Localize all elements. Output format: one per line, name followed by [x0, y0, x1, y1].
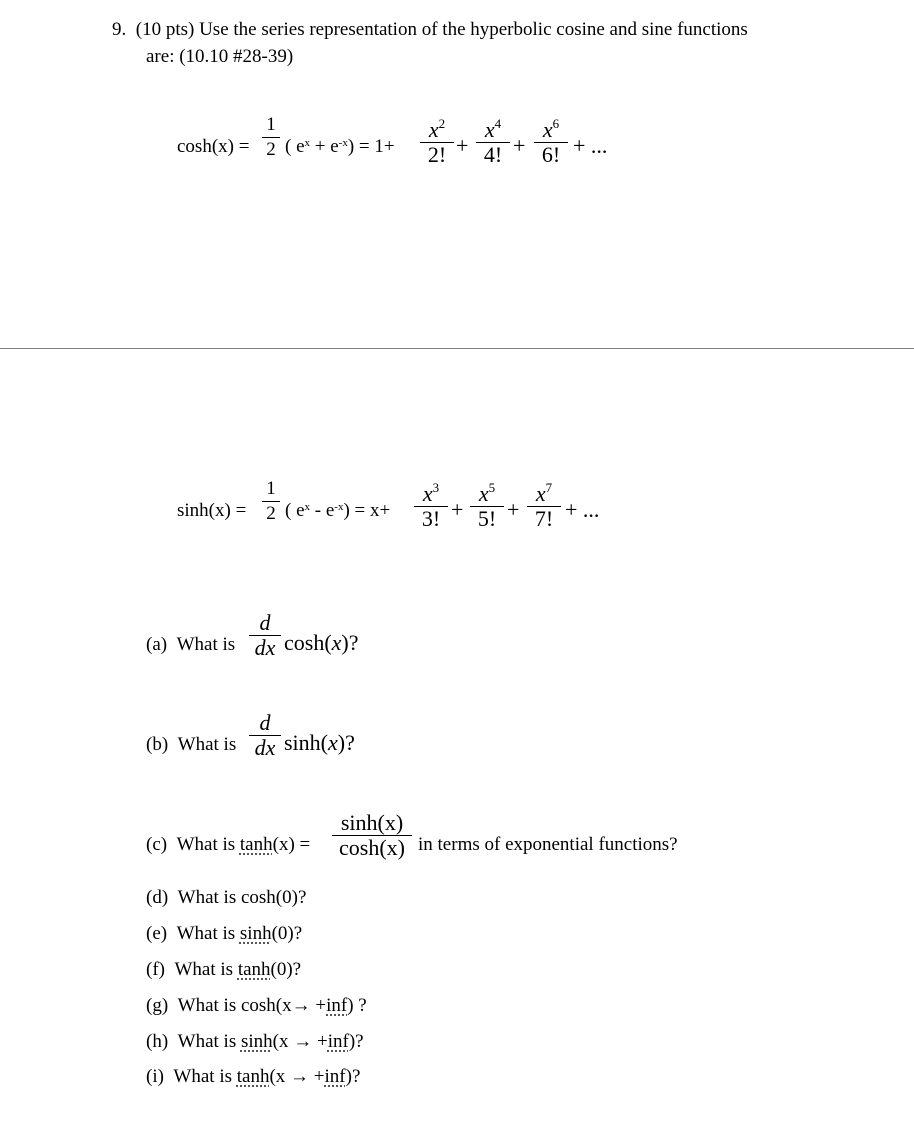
- function-name: sinh(: [284, 730, 328, 755]
- term-denominator: 5!: [477, 506, 497, 531]
- term-denominator: 2!: [427, 142, 447, 167]
- derivative-numerator: d: [259, 710, 271, 735]
- question-b-function: [284, 730, 355, 756]
- term-base: x: [542, 117, 553, 142]
- sinh-term-2: [470, 477, 504, 530]
- cosh-term-2: [476, 113, 510, 166]
- function-end: )?: [337, 730, 355, 755]
- term-power: 3: [432, 480, 440, 495]
- exp-text: - e: [310, 500, 335, 521]
- function-variable: x: [328, 730, 338, 755]
- sinh-half-fraction: [262, 478, 280, 525]
- cosh-half-fraction: [262, 114, 280, 161]
- question-text: (0)?: [270, 959, 302, 980]
- fraction-bar: [262, 137, 280, 138]
- question-text: (x → +: [272, 1031, 328, 1052]
- exp-text: ) = x+: [343, 500, 391, 521]
- function-end: )?: [341, 630, 359, 655]
- cosh-term-3: [534, 113, 568, 166]
- fraction-denominator: 2: [266, 503, 276, 524]
- question-a-function: [284, 630, 359, 656]
- sinh-term-1: [414, 477, 448, 530]
- plus-sign: +: [456, 133, 469, 158]
- question-text: (i) What is: [146, 1066, 237, 1087]
- fraction-numerator: 1: [266, 478, 276, 499]
- question-c-prefix: [146, 832, 310, 858]
- question-text: )?: [345, 1066, 361, 1087]
- exponent: x: [304, 501, 311, 513]
- question-c-text: (c) What is: [146, 834, 236, 855]
- problem-statement-line2: are: (10.10 #28-39): [146, 46, 294, 67]
- question-text: (g) What is cosh(x→ +: [146, 995, 327, 1016]
- derivative-operator: [249, 612, 281, 659]
- problem-statement-line1: 9. (10 pts) Use the series representation of the hyperbolic cosine and sine functions: [112, 19, 748, 40]
- term-denominator: 6!: [541, 142, 561, 167]
- question-c-arg: (x) =: [272, 834, 311, 855]
- term-power: 2: [438, 116, 446, 131]
- cosh-lhs: cosh(x) =: [177, 136, 250, 157]
- question-g: [146, 993, 367, 1019]
- exp-text: + e: [310, 136, 339, 157]
- sinh-exponential-diff: [285, 500, 390, 522]
- cosh-term-1: [420, 113, 454, 166]
- exp-text: ( e: [285, 500, 305, 521]
- inf-word: inf: [327, 1031, 349, 1052]
- sinh-term-3: [527, 477, 561, 530]
- question-text: (e) What is: [146, 923, 240, 944]
- exp-text: ( e: [285, 136, 305, 157]
- fraction-bar: [262, 501, 280, 502]
- fraction-numerator: 1: [266, 114, 276, 135]
- plus-sign: +: [451, 497, 464, 522]
- exponent: -x: [338, 137, 348, 149]
- fraction-numerator: sinh(x): [340, 810, 404, 835]
- function-variable: x: [331, 630, 342, 655]
- term-base: x: [478, 481, 489, 506]
- tanh-word: tanh: [236, 1066, 270, 1087]
- question-b-prefix: (b) What is: [146, 734, 237, 755]
- derivative-operator: [249, 712, 281, 759]
- question-c-suffix: in terms of exponential functions?: [418, 834, 678, 855]
- question-i: [146, 1064, 360, 1090]
- sinh-lhs: sinh(x) =: [177, 500, 247, 521]
- term-base: x: [484, 117, 495, 142]
- series-tail: + ...: [573, 133, 608, 158]
- function-name: cosh(: [284, 630, 332, 655]
- plus-sign: +: [507, 497, 520, 522]
- term-power: 5: [488, 480, 496, 495]
- term-power: 6: [552, 116, 560, 131]
- question-h: [146, 1029, 364, 1055]
- term-power: 7: [545, 480, 553, 495]
- term-base: x: [535, 481, 546, 506]
- plus-sign: +: [513, 133, 526, 158]
- cosh-exponential-sum: [285, 136, 395, 158]
- question-text: (f) What is: [146, 959, 238, 980]
- term-denominator: 3!: [421, 506, 441, 531]
- tanh-word: tanh: [239, 834, 273, 855]
- derivative-denominator: dx: [254, 735, 276, 760]
- fraction-denominator: cosh(x): [339, 835, 405, 860]
- question-d: (d) What is cosh(0)?: [146, 887, 307, 908]
- tanh-word: tanh: [237, 959, 271, 980]
- sinh-word: sinh: [240, 1031, 273, 1052]
- term-base: x: [428, 117, 439, 142]
- question-a-prefix: (a) What is: [146, 634, 236, 655]
- exponent: x: [304, 137, 311, 149]
- question-text: (0)?: [271, 923, 303, 944]
- question-text: (h) What is: [146, 1031, 241, 1052]
- derivative-numerator: d: [259, 610, 271, 635]
- term-denominator: 7!: [534, 506, 554, 531]
- exponent: -x: [334, 501, 344, 513]
- sinh-word: sinh: [239, 923, 272, 944]
- question-text: (x → +: [269, 1066, 325, 1087]
- question-text: ) ?: [347, 995, 367, 1016]
- term-base: x: [422, 481, 433, 506]
- tanh-definition-fraction: [332, 812, 412, 859]
- question-f: [146, 957, 301, 983]
- page-divider: [0, 348, 914, 349]
- term-power: 4: [494, 116, 502, 131]
- derivative-denominator: dx: [254, 635, 276, 660]
- exp-text: ) = 1+: [347, 136, 395, 157]
- question-e: [146, 921, 302, 947]
- inf-word: inf: [326, 995, 348, 1016]
- fraction-denominator: 2: [266, 139, 276, 160]
- inf-word: inf: [324, 1066, 346, 1087]
- series-tail: + ...: [565, 497, 600, 522]
- question-text: )?: [348, 1031, 364, 1052]
- term-denominator: 4!: [483, 142, 503, 167]
